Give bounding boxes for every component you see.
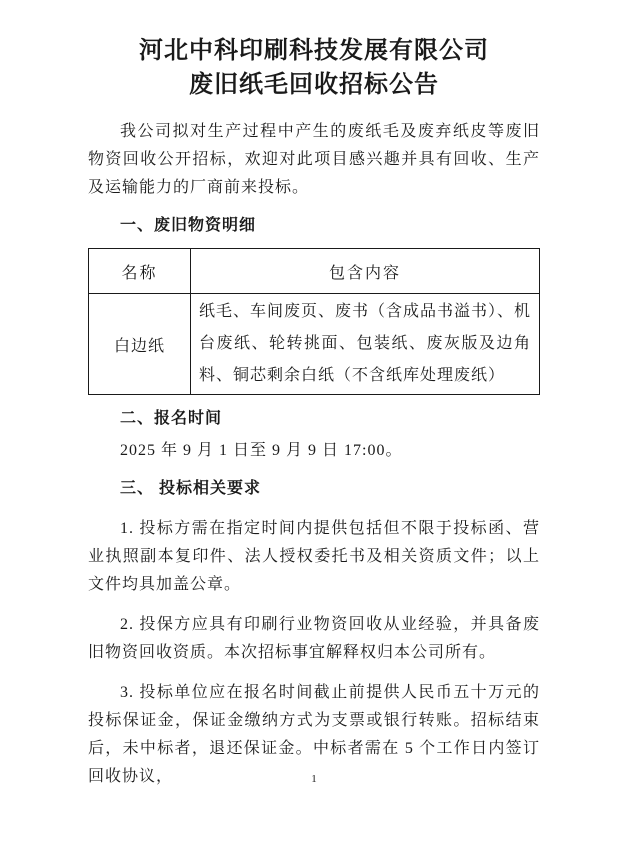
table-header-content: 包含内容: [191, 249, 540, 294]
section3-heading: 三、 投标相关要求: [120, 480, 262, 497]
section2-heading: 二、报名时间: [120, 410, 223, 427]
table-row: [89, 294, 540, 395]
requirement-paragraph-3: 3. 投标单位应在报名时间截止前提供人民币五十万元的投标保证金，保证金缴纳方式为支票或银行转账。招标结束后，未中标者，退还保证金。中标者需在 5 个工作日内签订回收协议，: [88, 684, 540, 785]
materials-table: [88, 248, 540, 395]
registration-date: 2025 年 9 月 1 日至 9 月 9 日 17:00。: [120, 442, 403, 459]
table-header-name: 名称: [89, 249, 191, 294]
table-cell-name: 白边纸: [89, 294, 191, 395]
document-title-line2: 废旧纸毛回收招标公告: [189, 72, 439, 98]
requirement-paragraph-1: 1. 投标方需在指定时间内提供包括但不限于投标函、营业执照副本复印件、法人授权委托书及相关资质文件；以上文件均具加盖公章。: [88, 520, 540, 593]
intro-paragraph: 我公司拟对生产过程中产生的废纸毛及废弃纸皮等废旧物资回收公开招标，欢迎对此项目感兴趣并具有回收、生产及运输能力的厂商前来投标。: [88, 123, 540, 196]
requirement-paragraph-2: 2. 投保方应具有印刷行业物资回收从业经验，并具备废旧物资回收资质。本次招标事宜解释权归本公司所有。: [88, 616, 540, 661]
page-number: 1: [311, 773, 317, 785]
document-title-line1: 河北中科印刷科技发展有限公司: [139, 38, 489, 64]
section1-heading: 一、废旧物资明细: [120, 217, 257, 234]
table-header-row: [89, 249, 540, 294]
table-cell-content: 纸毛、车间废页、废书（含成品书溢书）、机台废纸、轮转挑面、包装纸、废灰版及边角料、铜芯剩余白纸（不含纸库处理废纸）: [191, 294, 540, 395]
